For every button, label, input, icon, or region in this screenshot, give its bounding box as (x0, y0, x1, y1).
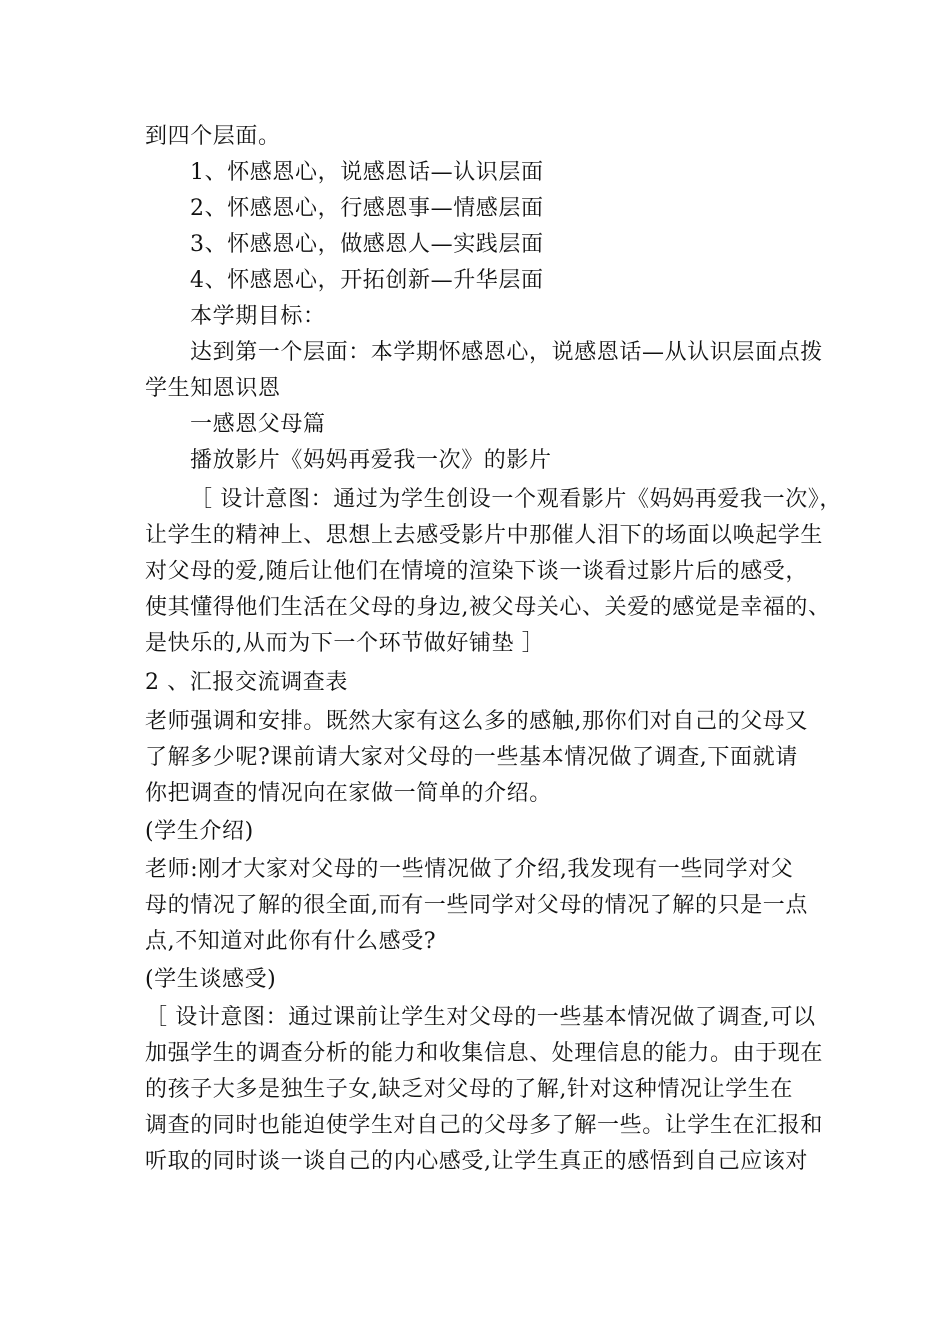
text-line: 老师强调和安排。既然大家有这么多的感触,那你们对自己的父母又 (145, 709, 808, 734)
text-line: 点,不知道对此你有什么感受? (145, 929, 437, 954)
list-item: 1、怀感恩心，说感恩话—认识层面 (190, 160, 544, 185)
design-intent-line: ［ 设计意图：通过为学生创设一个观看影片《妈妈再爱我一次》， (190, 487, 842, 512)
text-line: 让学生的精神上、思想上去感受影片中那催人泪下的场面以唤起学生 (145, 523, 824, 548)
text-line: 你把调查的情况向在家做一简单的介绍。 (145, 781, 552, 806)
text-line: 学生知恩识恩 (145, 376, 281, 401)
text-line: 母的情况了解的很全面,而有一些同学对父母的情况了解的只是一点 (145, 893, 808, 918)
text-line: 达到第一个层面：本学期怀感恩心，说感恩话—从认识层面点拨 (190, 340, 823, 365)
section-heading: 本学期目标： (190, 304, 326, 329)
design-intent-line: ［ 设计意图：通过课前让学生对父母的一些基本情况做了调查,可以 (145, 1005, 816, 1030)
text-line: 听取的同时谈一谈自己的内心感受,让学生真正的感悟到自己应该对 (145, 1149, 808, 1174)
text-line: 到四个层面。 (145, 124, 281, 149)
text-line: 对父母的爱,随后让他们在情境的渲染下谈一谈看过影片后的感受， (145, 559, 808, 584)
list-item: 2、怀感恩心，行感恩事—情感层面 (190, 196, 544, 221)
text-line: 的孩子大多是独生子女,缺乏对父母的了解,针对这种情况让学生在 (145, 1077, 793, 1102)
text-line: 调查的同时也能迫使学生对自己的父母多了解一些。让学生在汇报和 (145, 1113, 824, 1138)
text-line: 播放影片《妈妈再爱我一次》的影片 (190, 448, 552, 473)
text-line: 加强学生的调查分析的能力和收集信息、处理信息的能力。由于现在 (145, 1041, 824, 1066)
text-line: (学生谈感受) (145, 967, 277, 992)
text-line: 是快乐的,从而为下一个环节做好铺垫 ］ (145, 631, 545, 656)
text-line: 使其懂得他们生活在父母的身边,被父母关心、关爱的感觉是幸福的、 (145, 595, 831, 620)
text-line: (学生介绍) (145, 819, 254, 844)
text-line: 老师:刚才大家对父母的一些情况做了介绍,我发现有一些同学对父 (145, 857, 794, 882)
list-item: 4、怀感恩心，开拓创新—升华层面 (190, 268, 544, 293)
section-heading: 2 、汇报交流调查表 (145, 670, 348, 695)
text-line: 了解多少呢?课前请大家对父母的一些基本情况做了调查,下面就请 (145, 745, 798, 770)
section-heading: 一感恩父母篇 (190, 412, 326, 437)
list-item: 3、怀感恩心，做感恩人—实践层面 (190, 232, 544, 257)
